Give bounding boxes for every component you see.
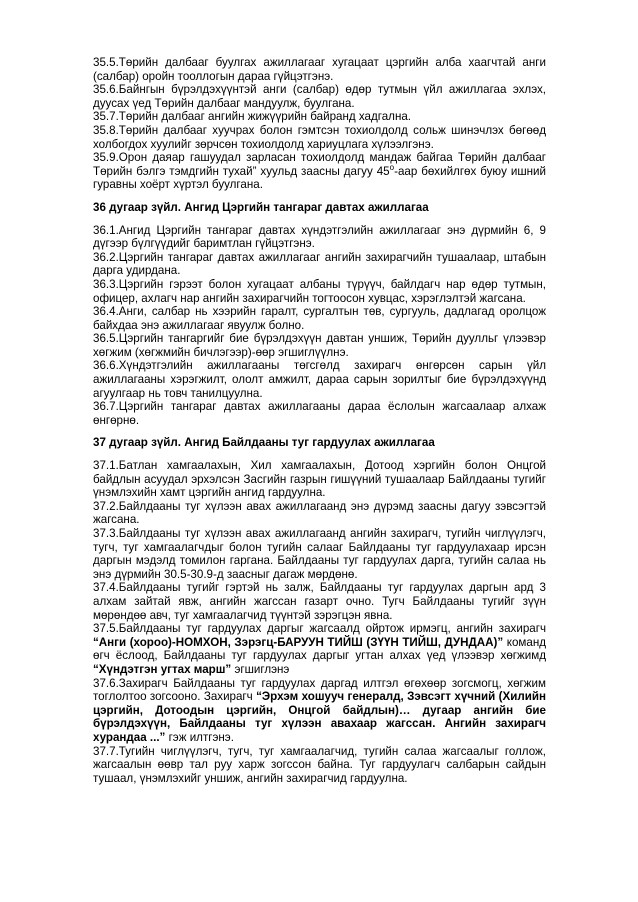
march-title: “Хүндэтгэн угтах марш” xyxy=(93,662,232,676)
paragraph-37-2: 37.2.Байлдааны туг хүлээн авах ажиллагаанд энэ дүрэмд заасны дагуу зэвсэгтэй жагсана. xyxy=(93,499,546,527)
paragraph-36-5: 36.5.Цэргийн тангаргийг бие бүрэлдэхүүн давтан уншиж, Төрийн дуулльг үлээвэр хөгжим (хөгжмийн бичлэгээр)-өөр эгшиглүүлнэ. xyxy=(93,332,546,359)
paragraph-36-2: 36.2.Цэргийн тангараг давтах ажиллагааг ангийн захирагчийн тушаалаар, штабын дарга удирдана. xyxy=(93,250,546,278)
section-36-heading: 36 дугаар зүйл. Ангид Цэргийн тангараг давтах ажиллагаа xyxy=(93,200,429,214)
degree-superscript: о xyxy=(389,162,395,172)
paragraph-35-8: 35.8.Төрийн далбааг хуучрах болон гэмтсэн тохиолдолд сольж шинэчлэх бөгөөд холбогдох хуулийг зөрчсөн тохиолдолд хариуцлага хүлээлгэнэ. xyxy=(93,123,546,151)
paragraph-35-7: 35.7.Төрийн далбааг ангийн жижүүрийн байранд хадгална. xyxy=(93,110,412,124)
paragraph-36-3: 36.3.Цэргийн гэрээт болон хугацаат албаны түрүүч, байлдагч нар өдөр тутмын, офицер, ахлагч нар ангийн захирагчийн тогтоосон хувцас, хэрэглэлтэй жагсана. xyxy=(93,277,546,305)
paragraph-37-5-part-a: 37.5.Байлдааны туг гардуулах даргыг жагсаалд ойртож ирмэгц, ангийн захирагч xyxy=(93,622,546,636)
paragraph-37-6-part-a: 37.6.Захирагч Байлдааны туг гардуулах даргад илтгэл өгөхөөр зогсмогц, хөгжим тоглолтоо зогсооно. Захирагч xyxy=(93,676,546,704)
paragraph-35-9-part-a: 35.9.Орон даяар гашуудал зарласан тохиолдолд мандаж байгаа Төрийн далбааг Төрийн бэлгэ тэмдгийн тухай” хуульд заасны дагуу 45 xyxy=(93,151,546,178)
paragraph-37-5-part-c: команд өгч ёслоод, Байлдааны туг гардуулах даргыг угтан алхах үед үлээвэр хөгжимд xyxy=(93,635,546,663)
paragraph-37-6 xyxy=(93,677,546,745)
paragraph-36-7: 36.7.Цэргийн тангараг давтах ажиллагааны дараа ёслолын жагсаалаар алхаж өнгөрнө. xyxy=(93,400,546,427)
paragraph-35-5: 35.5.Төрийн далбааг буулгах ажиллагааг хугацаат цэргийн алба хаагчтай анги (салбар) оройн тооллогын дараа гүйцэтгэнэ. xyxy=(93,56,546,83)
paragraph-36-4: 36.4.Анги, салбар нь хээрийн гаралт, сургалтын төв, сургууль, дадлагад оролцож байхдаа энэ ажиллагааг явуулж болно. xyxy=(93,305,546,332)
paragraph-37-5 xyxy=(93,622,546,676)
paragraph-37-1: 37.1.Батлан хамгаалахын, Хил хамгаалахын, Дотоод хэргийн болон Онцгой байдлын асуудал эрхэлсэн Засгийн газрын гишүүний тушаалаар Байлдааны тугийг үнэмлэхийн хамт цэргийн ангид гардуулна. xyxy=(93,459,546,500)
paragraph-37-7: 37.7.Тугийн чиглүүлэгч, тугч, туг хамгаалагчид, тугийн салаа жагсаалыг голлож, жагсаалын өөвр тал руу харж зогссон байна. Туг гардуулагч салбарын сайдын тушаал, үнэмлэхийг уншиж, ангийн захирагчид гардуулна. xyxy=(93,744,546,785)
paragraph-37-6-part-c: гэж илтгэнэ. xyxy=(165,730,234,744)
paragraph-35-6: 35.6.Байнгын бүрэлдэхүүнтэй анги (салбар) өдөр тутмын үйл ажиллагаа эхлэх, дуусах үед Төрийн далбааг мандуулж, буулгана. xyxy=(93,83,546,110)
document-page xyxy=(93,56,546,785)
report-text: “Эрхэм хошууч генералд, Зэвсэгт хүчний (Хилийн цэргийн, Дотоодын цэргийн, Онцгой байдлын)… дугаар ангийн бие бүрэлдэхүүн, Байлдааны туг хүлээн авахаар жагссан. Ангийн захирагч хурандаа ...” xyxy=(93,690,546,744)
paragraph-36-6: 36.6.Хүндэтгэлийн ажиллагааны төгсгөлд захирагч өнгөрсөн сарын үйл ажиллагааны хэрэгжилт, ололт амжилт, дараа сарын зорилтыг бие бүрэлдэхүүнд агуулгаар нь товч танилцуулна. xyxy=(93,359,546,400)
paragraph-35-9 xyxy=(93,151,546,192)
paragraph-37-3: 37.3.Байлдааны туг хүлээн авах ажиллагаанд ангийн захирагч, тугийн чиглүүлэгч, тугч, туг хамгаалагчдыг болон тугийн салааг Байлдааны туг гардуулахаар ирсэн даргын мэдэлд томилон гаргана. Байлдааны туг гардуулах дарга, тугийн салаа нь энэ дүрмийн 30.5-30.9-д заасныг дагаж мөрдөнө. xyxy=(93,527,546,581)
command-text: “Анги (хороо)-НОМХОН, Зэрэгц-БАРУУН ТИЙШ (ЗҮҮН ТИЙШ, ДУНДАА)” xyxy=(93,635,504,649)
paragraph-35-9-part-b: -аар бөхийлгөх буюу ишний гуравны хоёрт хүртэл буулгана. xyxy=(93,164,546,192)
section-37-heading: 37 дугаар зүйл. Ангид Байлдааны туг гардуулах ажиллагаа xyxy=(93,436,435,450)
paragraph-37-5-part-e: эгшиглэнэ xyxy=(231,662,290,676)
paragraph-37-4: 37.4.Байлдааны тугийг гэртэй нь залж, Байлдааны туг гардуулах даргын ард 3 алхам зайтай явж, ангийн жагссан газарт очно. Тугч Байлдааны тугийг зүүн мөрөндөө авч, туг хамгаалагчид түүнтэй зэрэгцэн явна. xyxy=(93,581,546,622)
paragraph-36-1: 36.1.Ангид Цэргийн тангараг давтах хүндэтгэлийн ажиллагааг энэ дүрмийн 6, 9 дүгээр бүлгүүдийг баримтлан гүйцэтгэнэ. xyxy=(93,223,546,251)
